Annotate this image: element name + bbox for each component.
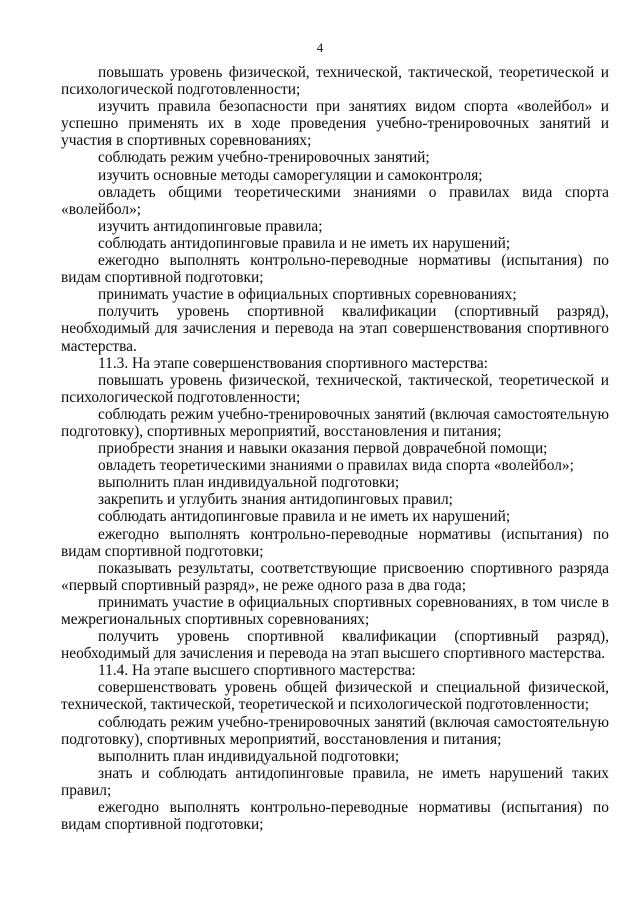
- paragraph: получить уровень спортивной квалификации (спортивный разряд), необходимый для зачисления и перевода на этап высшего спортивного мастерства.: [61, 628, 609, 663]
- paragraph: изучить правила безопасности при занятиях видом спорта «волейбол» и успешно применять их в ходе проведения учебно-тренировочных занятий и участия в спортивных соревнованиях;: [61, 98, 609, 150]
- paragraph: повышать уровень физической, технической, тактической, теоретической и психологической подготовленности;: [61, 64, 609, 99]
- paragraph: изучить антидопинговые правила;: [98, 217, 323, 235]
- paragraph: закрепить и углубить знания антидопинговых правил;: [98, 491, 453, 509]
- paragraph: ежегодно выполнять контрольно-переводные нормативы (испытания) по видам спортивной подготовки;: [61, 799, 609, 834]
- paragraph: соблюдать режим учебно-тренировочных занятий;: [98, 149, 430, 167]
- paragraph: изучить основные методы саморегуляции и самоконтроля;: [98, 166, 483, 184]
- document-body: [61, 64, 609, 833]
- paragraph: овладеть теоретическими знаниями о правилах вида спорта «волейбол»;: [98, 457, 574, 475]
- paragraph: получить уровень спортивной квалификации (спортивный разряд), необходимый для зачисления и перевода на этап совершенствования спортивного мастерства.: [61, 303, 609, 355]
- paragraph: соблюдать антидопинговые правила и не иметь их нарушений;: [98, 508, 511, 526]
- paragraph: совершенствовать уровень общей физической и специальной физической, технической, тактической, теоретической и психологической подготовленности;: [61, 679, 609, 714]
- paragraph: овладеть общими теоретическими знаниями о правилах вида спорта «волейбол»;: [61, 183, 609, 218]
- paragraph: повышать уровень физической, технической, тактической, теоретической и психологической подготовленности;: [61, 371, 609, 406]
- paragraph: приобрести знания и навыки оказания первой доврачебной помощи;: [98, 440, 548, 458]
- paragraph: соблюдать режим учебно-тренировочных занятий (включая самостоятельную подготовку), спортивных мероприятий, восстановления и питания;: [61, 713, 609, 748]
- paragraph: принимать участие в официальных спортивных соревнованиях, в том числе в межрегиональных спортивных соревнованиях;: [61, 593, 609, 628]
- paragraph: принимать участие в официальных спортивных соревнованиях;: [98, 286, 517, 304]
- paragraph: выполнить план индивидуальной подготовки;: [98, 747, 400, 765]
- paragraph: соблюдать режим учебно-тренировочных занятий (включая самостоятельную подготовку), спортивных мероприятий, восстановления и питания;: [61, 405, 609, 440]
- paragraph: знать и соблюдать антидопинговые правила, не иметь нарушений таких правил;: [61, 764, 609, 799]
- paragraph: показывать результаты, соответствующие присвоению спортивного разряда «первый спортивный разряд», не реже одного раза в два года;: [61, 559, 609, 594]
- section-heading: 11.3. На этапе совершенствования спортивного мастерства:: [98, 354, 488, 372]
- page-number: 4: [316, 40, 324, 55]
- paragraph: ежегодно выполнять контрольно-переводные нормативы (испытания) по видам спортивной подготовки;: [61, 525, 609, 560]
- paragraph: ежегодно выполнять контрольно-переводные нормативы (испытания) по видам спортивной подготовки;: [61, 252, 609, 287]
- paragraph: выполнить план индивидуальной подготовки;: [98, 474, 400, 492]
- paragraph: соблюдать антидопинговые правила и не иметь их нарушений;: [98, 234, 511, 252]
- section-heading: 11.4. На этапе высшего спортивного мастерства:: [98, 662, 416, 680]
